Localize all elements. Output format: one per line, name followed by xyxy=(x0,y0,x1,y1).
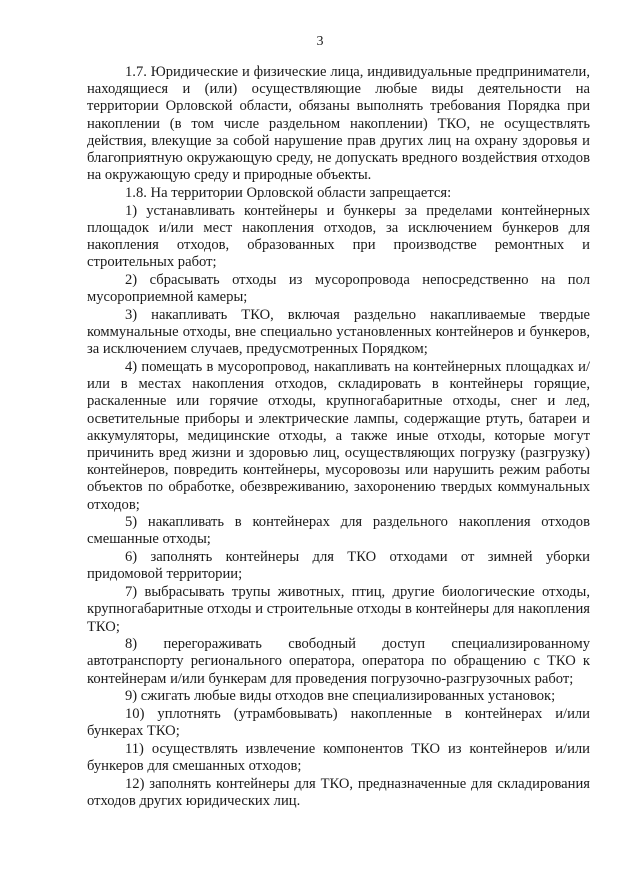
list-item-4: 4) помещать в мусоропровод, накапливать на контейнерных площадках и/или в местах накопления отходов, складировать в контейнеры горящие, раскаленные или горячие отходы, крупногабаритные отходы, снег и лед, осветительные приборы и электрические лампы, содержащие ртуть, батареи и аккумуляторы, медицинские отходы, а также иные отходы, которые могут причинить вред жизни и здоровью лиц, осуществляющих погрузку (разгрузку) контейнеров, повредить контейнеры, мусоровозы или нарушить режим работы объектов по обработке, обезвреживанию, захоронению твердых коммунальных отходов; xyxy=(87,358,590,513)
list-item-7: 7) выбрасывать трупы животных, птиц, другие биологические отходы, крупногабаритные отходы и строительные отходы в контейнеры для накопления ТКО; xyxy=(87,584,590,635)
paragraph-1-8: 1.8. На территории Орловской области запрещается: xyxy=(125,184,452,201)
paragraph-1-7: 1.7. Юридические и физические лица, индивидуальные предприниматели, находящиеся и (или) осуществляющие любые виды деятельности на территории Орловской области, обязаны выполнять требования Порядка при накоплении (в том числе раздельном накоплении) ТКО, не осуществлять действия, влекущие за собой нарушение прав других лиц на охрану здоровья и благоприятную окружающую среду, не допускать вредного воздействия отходов на окружающую среду и природные объекты. xyxy=(87,64,590,184)
list-item-8: 8) перегораживать свободный доступ специализированному автотранспорту регионального оператора, оператора по обращению с ТКО к контейнерам и/или бункерам для проведения погрузочно-разгрузочных работ; xyxy=(87,636,590,687)
page-number: 3 xyxy=(316,34,324,49)
list-item-12: 12) заполнять контейнеры для ТКО, предназначенные для складирования отходов других юридических лиц. xyxy=(87,775,590,810)
list-item-9: 9) сжигать любые виды отходов вне специализированных установок; xyxy=(125,688,556,705)
list-item-6: 6) заполнять контейнеры для ТКО отходами от зимней уборки придомовой территории; xyxy=(87,549,590,583)
list-item-10: 10) уплотнять (утрамбовывать) накопленные в контейнерах и/или бункерах ТКО; xyxy=(87,706,590,740)
list-item-1: 1) устанавливать контейнеры и бункеры за пределами контейнерных площадок и/или мест накопления отходов, за исключением бункеров для накопления отходов, образованных при производстве ремонтных и строительных работ; xyxy=(87,202,590,271)
document-body xyxy=(87,64,590,811)
list-item-5: 5) накапливать в контейнерах для раздельного накопления отходов смешанные отходы; xyxy=(87,514,590,548)
list-item-2: 2) сбрасывать отходы из мусоропровода непосредственно на пол мусороприемной камеры; xyxy=(87,271,590,306)
list-item-3: 3) накапливать ТКО, включая раздельно накапливаемые твердые коммунальные отходы, вне специально установленных контейнеров и бункеров, за исключением случаев, предусмотренных Порядком; xyxy=(87,306,590,358)
list-item-11: 11) осуществлять извлечение компонентов ТКО из контейнеров и/или бункеров для смешанных отходов; xyxy=(87,740,590,775)
